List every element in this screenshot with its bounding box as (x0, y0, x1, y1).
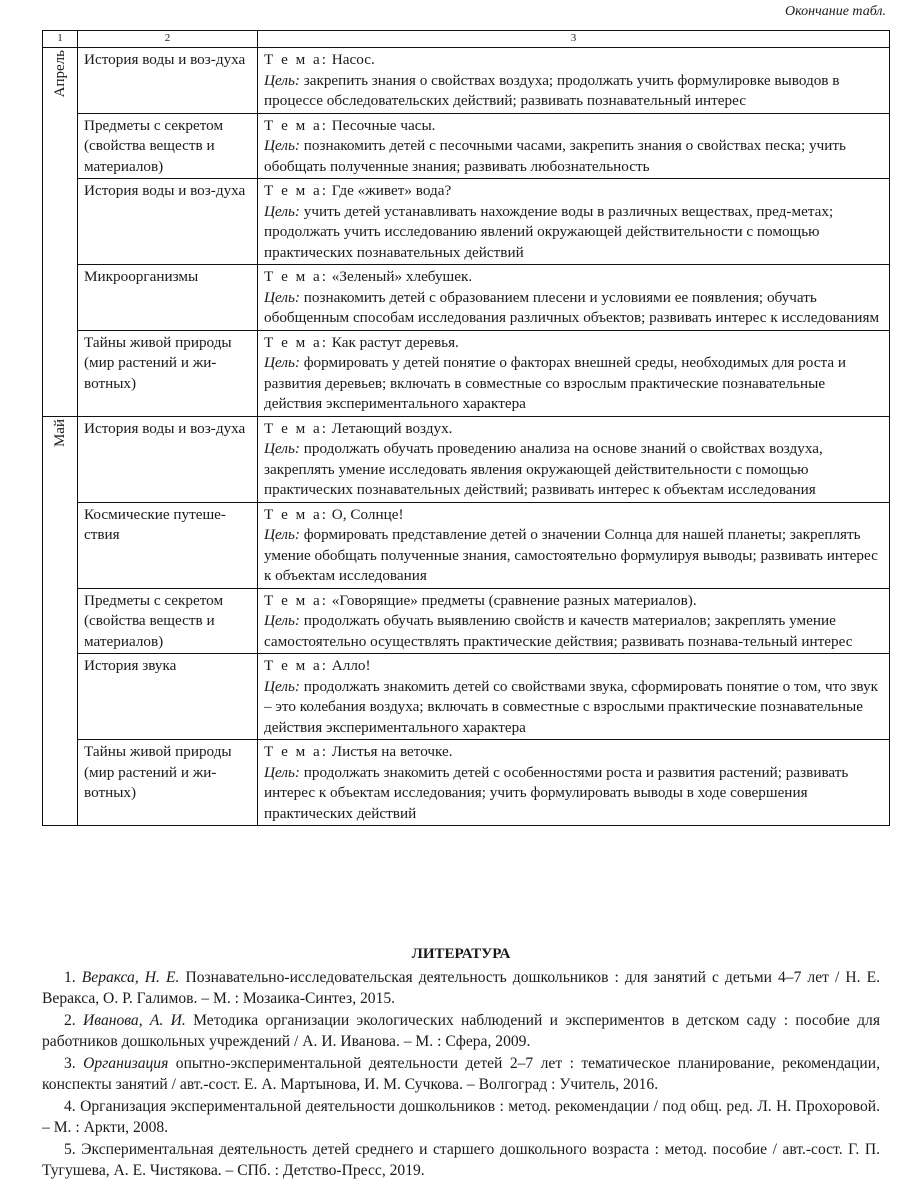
topic-text: Летающий воздух. (331, 419, 453, 437)
topic-line (264, 419, 884, 440)
literature-author: Организация (83, 1054, 169, 1072)
column-header-3: 3 (258, 31, 890, 48)
table-row (43, 179, 890, 265)
topic-line (264, 333, 884, 354)
topic-prefix: Т е м а: (264, 333, 328, 351)
content-cell (258, 113, 890, 179)
literature-item (42, 1139, 880, 1182)
goal-line (264, 439, 884, 501)
topic-prefix: Т е м а: (264, 657, 328, 674)
topic-prefix: Т е м а: (264, 591, 328, 609)
content-cell (258, 654, 890, 740)
goal-text: продолжать знакомить детей со свойствами звука, сформировать понятие о том, что звук – это колебания воздуха; включать в совместные с взрослыми практические познавательные действия экспериментального характера (264, 677, 879, 736)
column-header-2: 2 (78, 31, 258, 48)
literature-text: Экспериментальная деятельность детей среднего и старшего дошкольного возраста : метод. пособие / авт.-сост. Г. П. Тугушева, А. Е. Чистякова. – СПб. : Детство-Пресс, 2019. (42, 1140, 880, 1179)
table-row (43, 740, 890, 826)
goal-text: формировать представление детей о значении Солнца для нашей планеты; закреплять умение обобщать полученные знания, самостоятельно формулируя выводы; развивать интерес к объектам исследования (264, 526, 878, 584)
goal-text: продолжать обучать проведению анализа на основе знаний о свойствах воздуха, закреплять умение исследовать явления окружающей действительности с помощью практических познавательных действий; развивать интерес к объектам исследования (264, 440, 823, 498)
literature-author: Иванова, А. И. (83, 1011, 186, 1029)
topic-prefix: Т е м а: (264, 743, 328, 760)
content-cell (258, 48, 890, 114)
literature-number: 1. (64, 968, 76, 986)
column-header-1: 1 (43, 31, 78, 48)
table-row (43, 654, 890, 740)
topic-text: О, Солнце! (331, 505, 404, 523)
table-row (43, 416, 890, 502)
content-cell (258, 416, 890, 502)
section-cell: Тайны живой природы (мир растений и жи-вотных) (78, 740, 258, 826)
month-cell (43, 416, 78, 826)
goal-line (264, 202, 884, 264)
literature-number: 3. (64, 1054, 76, 1072)
section-cell: Микроорганизмы (78, 265, 258, 331)
topic-text: Как растут деревья. (331, 333, 459, 351)
goal-prefix: Цель: (264, 71, 300, 89)
section-cell: История воды и воз-духа (78, 48, 258, 114)
topic-line (264, 116, 884, 137)
goal-line (264, 763, 884, 825)
section-cell: История воды и воз-духа (78, 179, 258, 265)
month-label: Май (52, 418, 69, 447)
goal-prefix: Цель: (264, 288, 300, 306)
goal-text: познакомить детей с песочными часами, закрепить знания о свойствах песка; учить обобщать полученные знания; развивать любознательность (264, 137, 846, 175)
table-row (43, 330, 890, 416)
goal-line (264, 71, 884, 112)
literature-number: 2. (64, 1011, 76, 1029)
topic-text: Где «живет» вода? (331, 182, 452, 199)
content-cell (258, 740, 890, 826)
section-cell: История воды и воз-духа (78, 416, 258, 502)
table-row (43, 48, 890, 114)
topic-line (264, 591, 884, 612)
literature-item (42, 1010, 880, 1053)
table-continuation-note: Окончание табл. (785, 4, 886, 19)
topic-text: «Говорящие» предметы (сравнение разных материалов). (331, 591, 697, 609)
goal-line (264, 136, 884, 177)
month-cell (43, 48, 78, 417)
goal-prefix: Цель: (264, 612, 300, 629)
topic-text: Листья на веточке. (331, 743, 453, 760)
topic-prefix: Т е м а: (264, 419, 328, 437)
goal-prefix: Цель: (264, 202, 300, 220)
goal-text: познакомить детей с образованием плесени и условиями ее появления; обучать обобщенным способам исследования различных объектов; развивать интерес к исследованиям (264, 288, 880, 326)
content-cell (258, 588, 890, 654)
topic-line (264, 505, 884, 526)
goal-line (264, 677, 884, 739)
table-header-row (43, 31, 890, 48)
goal-prefix: Цель: (264, 677, 300, 695)
goal-text: продолжать знакомить детей с особенностями роста и развития растений; развивать интерес к объектам исследования; учить формулировать выводы в ходе совершения практических действий (264, 763, 849, 822)
lesson-plan-table (42, 30, 890, 826)
topic-line (264, 742, 884, 763)
literature-text: Организация экспериментальной деятельности дошкольников : метод. рекомендации / под общ. ред. Л. Н. Прохоровой. – М. : Аркти, 2008. (42, 1097, 880, 1136)
table-row (43, 113, 890, 179)
topic-prefix: Т е м а: (264, 505, 328, 523)
section-cell: Тайны живой природы (мир растений и жи-вотных) (78, 330, 258, 416)
goal-line (264, 353, 884, 415)
month-label: Апрель (52, 50, 69, 98)
topic-line (264, 267, 884, 288)
table-row (43, 265, 890, 331)
literature-author: Веракса, Н. Е. (81, 968, 180, 986)
literature-text: Познавательно-исследовательская деятельность дошкольников : для занятий с детьми 4–7 лет / Н. Е. Веракса, О. Р. Галимов. – М. : Мозаика-Синтез, 2015. (42, 968, 881, 1007)
goal-text: продолжать обучать выявлению свойств и качеств материалов; закреплять умение самостоятельно осуществлять практические действия; развивать познава-тельный интерес (264, 612, 853, 650)
topic-text: Насос. (331, 51, 375, 68)
section-cell: Предметы с секретом (свойства веществ и материалов) (78, 113, 258, 179)
goal-line (264, 525, 884, 587)
literature-text: Методика организации экологических наблюдений и экспериментов в детском саду : пособие для работников дошкольных учреждений / А. И. Иванова. – М. : Сфера, 2009. (42, 1011, 880, 1050)
goal-text: учить детей устанавливать нахождение воды в различных веществах, пред-метах; продолжать учить исследованию явлений окружающей действительности с помощью практических познавательных действий (264, 202, 834, 261)
topic-line (264, 181, 884, 202)
table-row (43, 502, 890, 588)
literature-number: 5. (64, 1140, 76, 1158)
literature-number: 4. (64, 1097, 76, 1115)
topic-prefix: Т е м а: (264, 182, 328, 199)
topic-line (264, 656, 884, 677)
goal-text: формировать у детей понятие о факторах внешней среды, необходимых для роста и развития деревьев; включать в совместные со взрослым практические познавательные действия экспериментального характера (264, 354, 846, 412)
table-body (43, 48, 890, 826)
literature-text: опытно-экспериментальной деятельности детей 2–7 лет : тематическое планирование, рекомендации, конспекты занятий / авт.-сост. Е. А. Мартынова, И. М. Сучкова. – Волгоград : Учитель, 2016. (42, 1054, 880, 1093)
topic-line (264, 50, 884, 71)
topic-prefix: Т е м а: (264, 51, 328, 68)
goal-prefix: Цель: (264, 763, 300, 781)
topic-text: Алло! (331, 657, 371, 674)
goal-line (264, 611, 884, 652)
content-cell (258, 265, 890, 331)
topic-prefix: Т е м а: (264, 268, 328, 285)
literature-title: ЛИТЕРАТУРА (411, 946, 511, 962)
goal-prefix: Цель: (264, 137, 300, 154)
table-row (43, 588, 890, 654)
literature-list (42, 967, 880, 1182)
goal-prefix: Цель: (264, 354, 300, 371)
section-cell: Космические путеше-ствия (78, 502, 258, 588)
content-cell (258, 330, 890, 416)
literature-item (42, 1096, 880, 1139)
goal-text: закрепить знания о свойствах воздуха; продолжать учить формулировке выводов в процессе обследовательских действий; развивать познавательный интерес (264, 71, 840, 109)
topic-text: Песочные часы. (331, 116, 436, 134)
literature-section (42, 944, 880, 1182)
content-cell (258, 502, 890, 588)
goal-prefix: Цель: (264, 526, 300, 543)
section-cell: История звука (78, 654, 258, 740)
goal-line (264, 288, 884, 329)
section-cell: Предметы с секретом (свойства веществ и материалов) (78, 588, 258, 654)
goal-prefix: Цель: (264, 440, 300, 457)
topic-prefix: Т е м а: (264, 116, 328, 134)
literature-item (42, 1053, 880, 1096)
content-cell (258, 179, 890, 265)
topic-text: «Зеленый» хлебушек. (331, 268, 473, 285)
literature-item (42, 967, 880, 1010)
